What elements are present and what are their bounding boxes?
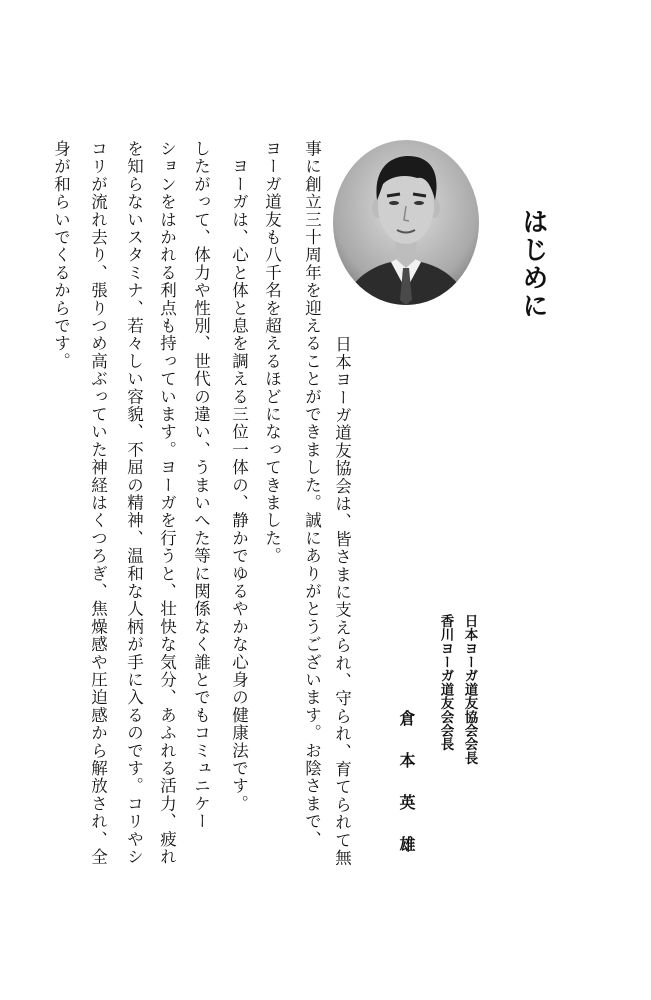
body-line-8: コリが流れ去り、張りつめ高ぶっていた神経はくつろぎ、焦燥感や圧迫感から解放され、全 bbox=[88, 140, 108, 866]
body-line-3: ヨーガ道友も八千名を超えるほどになってきました。 bbox=[262, 140, 282, 565]
body-line-5: したがって、体力や性別、世代の違い、うまいへた等に関係なく誰とでもコミュニケー bbox=[191, 140, 211, 831]
body-line-1: 日本ヨーガ道友協会は、皆さまに支えられ、守られ、育てられて無 bbox=[332, 318, 352, 867]
author-affiliation-1: 日本ヨーガ道友協会会長 bbox=[461, 614, 478, 765]
body-line-4: ヨーガは、心と体と息を調える三位一体の、静かでゆるやかな心身の健康法です。 bbox=[229, 140, 249, 813]
author-name: 倉本英雄 bbox=[397, 710, 416, 878]
author-portrait bbox=[333, 140, 479, 305]
body-line-9: 身が和らいでくるからです。 bbox=[51, 140, 71, 371]
body-line-2: 事に創立三十周年を迎えることができました。誠にありがとうございます。お陰さまで、 bbox=[302, 140, 322, 848]
body-line-7: を知らないスタミナ、若々しい容貌、不屈の精神、温和な人柄が手に入るのです。コリやシ bbox=[124, 140, 144, 866]
page-title: はじめに bbox=[518, 208, 548, 320]
author-affiliation-2: 香川ヨーガ道友会会長 bbox=[437, 614, 454, 751]
portrait-photo-icon bbox=[333, 140, 479, 305]
body-line-6: ションをはかれる利点も持っています。ヨーガを行うと、壮快な気分、あふれる活力、疲れ bbox=[157, 140, 177, 866]
